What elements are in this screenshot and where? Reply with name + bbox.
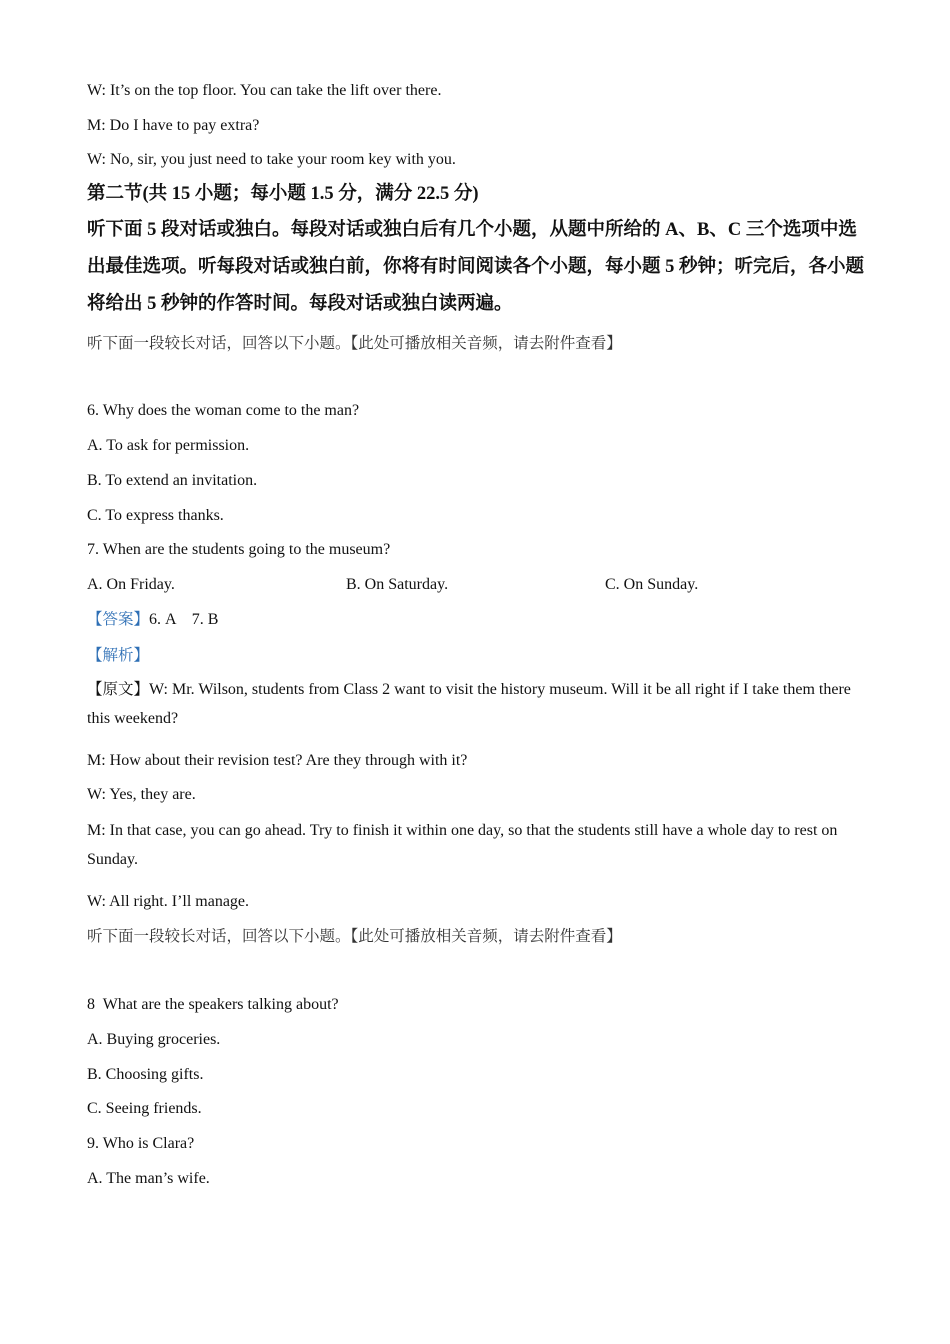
question: 8 What are the speakers talking about? (87, 996, 339, 1013)
dialogue-line: W: It’s on the top floor. You can take the lift over there. (87, 82, 442, 99)
question: 9. Who is Clara? (87, 1135, 195, 1152)
option: B. On Saturday. (346, 576, 449, 593)
option: A. On Friday. (87, 576, 175, 593)
option: A. The man’s wife. (87, 1170, 210, 1187)
transcript-line: M: In that case, you can go ahead. Try to finish it within one day, so that the students still have a whole day to rest on Sunday. (87, 822, 838, 868)
option: A. Buying groceries. (87, 1031, 221, 1048)
dialogue-line: W: No, sir, you just need to take your room key with you. (87, 151, 456, 168)
question: 6. Why does the woman come to the man? (87, 402, 360, 419)
transcript-line: M: How about their revision test? Are they through with it? (87, 752, 468, 769)
option: C. On Sunday. (605, 576, 699, 593)
transcript-line: W: Yes, they are. (87, 786, 196, 803)
transcript-line (87, 675, 862, 733)
option: C. To express thanks. (87, 507, 224, 524)
transcript-label: 【原文】 (87, 680, 150, 698)
listen-prompt: 听下面一段较长对话，回答以下小题。【此处可播放相关音频，请去附件查看】 (87, 927, 622, 945)
option: B. Choosing gifts. (87, 1066, 204, 1083)
answer-label: 【答案】 (87, 610, 150, 628)
option: B. To extend an invitation. (87, 472, 258, 489)
section-instructions: 听下面 5 段对话或独白。每段对话或独白后有几个小题，从题中所给的 A、B、C 三个选项中选出最佳选项。听每段对话或独白前，你将有时间阅读各个小题，每小题 5 秒钟；听完后，各小题将给出 5 秒钟的作答时间。每段对话或独白读两遍。 (87, 220, 865, 314)
section-title: 第二节(共 15 小题；每小题 1.5 分，满分 22.5 分) (87, 184, 479, 204)
answer-line (87, 608, 218, 631)
listen-prompt: 听下面一段较长对话，回答以下小题。【此处可播放相关音频，请去附件查看】 (87, 334, 622, 352)
question: 7. When are the students going to the museum? (87, 541, 391, 558)
option: A. To ask for permission. (87, 437, 250, 454)
analysis-label: 【解析】 (87, 646, 150, 664)
option: C. Seeing friends. (87, 1100, 202, 1117)
transcript-text: W: Mr. Wilson, students from Class 2 want to visit the history museum. Will it be all right if I take them there this weekend? (87, 681, 851, 727)
answer-text: 6. A 7. B (149, 611, 219, 628)
analysis-line (87, 644, 149, 667)
transcript-line: W: All right. I’ll manage. (87, 893, 250, 910)
dialogue-line: M: Do I have to pay extra? (87, 117, 260, 134)
